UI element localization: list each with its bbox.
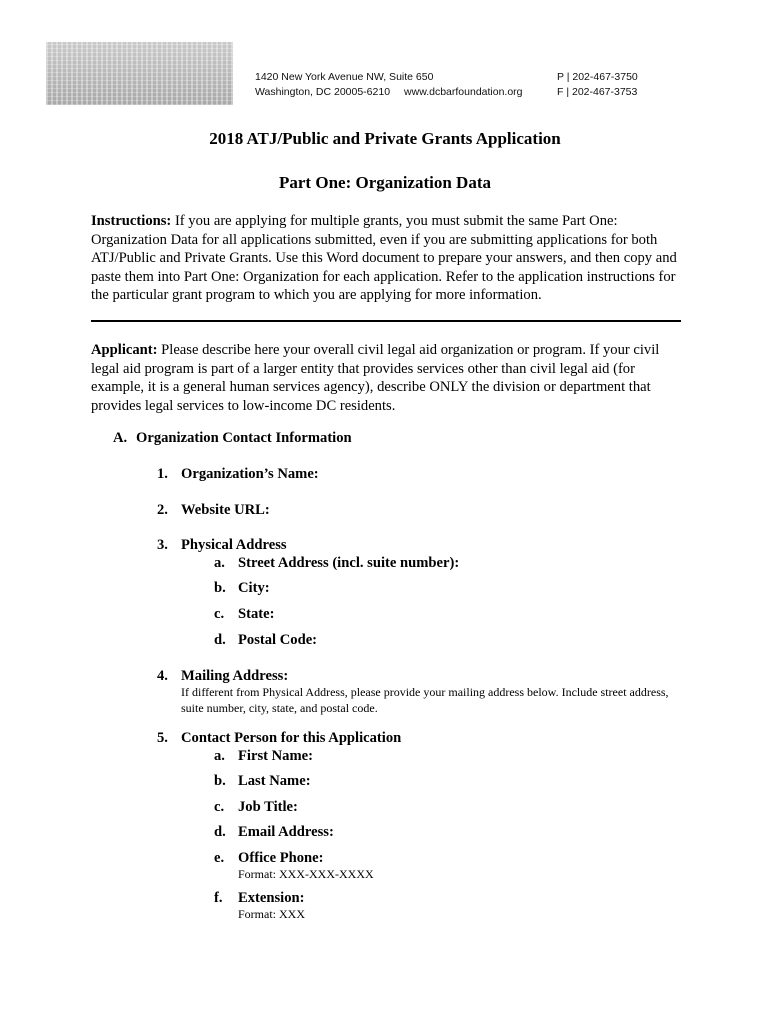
sub-label: Office Phone: bbox=[238, 850, 324, 866]
sub-letter: c. bbox=[214, 799, 225, 815]
applicant-paragraph bbox=[91, 341, 683, 415]
header-contact bbox=[557, 70, 638, 100]
document-title: 2018 ATJ/Public and Private Grants Application bbox=[209, 129, 561, 148]
field-state[interactable] bbox=[214, 606, 274, 623]
contact-person-heading bbox=[157, 730, 401, 747]
field-street-address[interactable] bbox=[214, 555, 459, 572]
field-postal-code[interactable] bbox=[214, 632, 317, 649]
field-job-title[interactable] bbox=[214, 799, 298, 816]
sub-label: State: bbox=[238, 606, 275, 622]
document-subtitle: Part One: Organization Data bbox=[279, 173, 491, 192]
sub-label: Email Address: bbox=[238, 824, 334, 840]
sub-letter: e. bbox=[214, 850, 225, 866]
office-phone-format-hint: Format: XXX-XXX-XXXX bbox=[238, 867, 374, 881]
sub-letter: d. bbox=[214, 824, 226, 840]
foundation-logo bbox=[46, 42, 233, 105]
sub-label: Postal Code: bbox=[238, 632, 318, 648]
section-title: Organization Contact Information bbox=[136, 430, 352, 446]
field-first-name[interactable] bbox=[214, 748, 313, 765]
applicant-text: Please describe here your overall civil legal aid organization or program. If your civil legal aid program is part of a larger entity that provides services other than civil legal aid (for example, it is a general human services agency), describe ONLY the division or department that provides legal services to low-income DC residents. bbox=[91, 342, 660, 414]
sub-label: Street Address (incl. suite number): bbox=[238, 555, 460, 571]
field-website-url[interactable] bbox=[157, 502, 270, 519]
sub-label: First Name: bbox=[238, 748, 313, 764]
section-number: A. bbox=[113, 430, 128, 446]
item-number: 4. bbox=[157, 668, 168, 684]
address-line-2-row bbox=[255, 85, 523, 100]
instructions-label: Instructions: bbox=[91, 213, 172, 229]
field-organization-name[interactable] bbox=[157, 466, 319, 483]
sub-letter: a. bbox=[214, 748, 225, 764]
sub-label: Last Name: bbox=[238, 773, 311, 789]
sub-label: Job Title: bbox=[238, 799, 298, 815]
item-label: Organization’s Name: bbox=[181, 466, 319, 482]
field-email-address[interactable] bbox=[214, 824, 334, 841]
field-office-phone[interactable] bbox=[214, 850, 324, 867]
sub-label: Extension: bbox=[238, 890, 305, 906]
sub-letter: c. bbox=[214, 606, 225, 622]
field-extension[interactable] bbox=[214, 890, 305, 907]
sub-label: City: bbox=[238, 580, 270, 596]
website-link[interactable]: www.dcbarfoundation.org bbox=[404, 86, 523, 98]
fax-number: F | 202-467-3753 bbox=[557, 86, 638, 98]
applicant-label: Applicant: bbox=[91, 342, 158, 358]
phone-number: P | 202-467-3750 bbox=[557, 71, 638, 83]
item-label: Physical Address bbox=[181, 537, 287, 553]
sub-letter: a. bbox=[214, 555, 225, 571]
sub-letter: f. bbox=[214, 890, 223, 906]
sub-letter: d. bbox=[214, 632, 226, 648]
instructions-paragraph bbox=[91, 212, 683, 305]
field-mailing-address[interactable] bbox=[157, 668, 288, 685]
item-label: Mailing Address: bbox=[181, 668, 289, 684]
address-line-2: Washington, DC 20005-6210 bbox=[255, 86, 391, 98]
item-number: 2. bbox=[157, 502, 168, 518]
section-a-heading bbox=[113, 430, 352, 447]
field-last-name[interactable] bbox=[214, 773, 311, 790]
item-number: 3. bbox=[157, 537, 168, 553]
extension-format-hint: Format: XXX bbox=[238, 907, 305, 921]
item-number: 5. bbox=[157, 730, 168, 746]
item-label: Website URL: bbox=[181, 502, 270, 518]
mailing-address-note: If different from Physical Address, please provide your mailing address below. Include street address, suite number, city, state, and postal code. bbox=[181, 685, 669, 715]
sub-letter: b. bbox=[214, 580, 226, 596]
field-city[interactable] bbox=[214, 580, 270, 597]
instructions-text: If you are applying for multiple grants, you must submit the same Part One: Organization Data for all applications submitted, even if you are submitting applications for both ATJ/Public and Private Grants. Use this Word document to prepare your answers, and then copy and paste them into Part One: Organization for each application. Refer to the application instructions for the particular grant program to which you are applying for more information. bbox=[91, 213, 677, 304]
header-address bbox=[255, 70, 523, 100]
sub-letter: b. bbox=[214, 773, 226, 789]
physical-address-heading bbox=[157, 537, 287, 554]
divider bbox=[91, 320, 681, 322]
address-line-1: 1420 New York Avenue NW, Suite 650 bbox=[255, 71, 434, 83]
item-number: 1. bbox=[157, 466, 168, 482]
item-label: Contact Person for this Application bbox=[181, 730, 402, 746]
